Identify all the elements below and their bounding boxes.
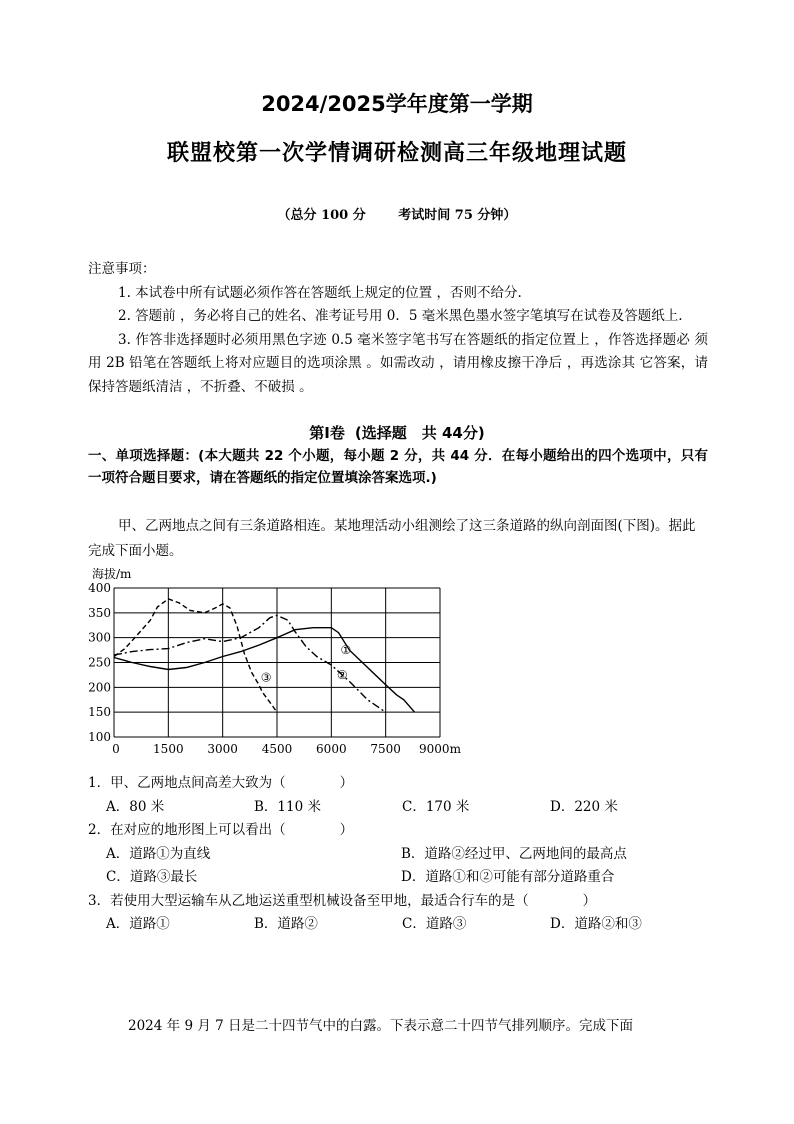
x-tick-label: 9000m [419, 742, 461, 756]
y-tick-label: 100 [88, 730, 111, 744]
question-2-stem: 2．在对应的地形图上可以看出（ ） [88, 822, 354, 838]
question-2-options-row2 [88, 866, 708, 890]
x-tick-label: 7500 [370, 742, 401, 756]
x-tick-label: 1500 [153, 742, 184, 756]
x-tick-label: 6000 [316, 742, 347, 756]
question-2-options-row1 [88, 843, 708, 867]
questions [88, 772, 708, 937]
note-item-1: 1. 本试卷中所有试题必须作答在答题纸上规定的位置 ，否则不给分. [118, 284, 522, 301]
x-tick-label: 4500 [261, 742, 293, 756]
q2-option-d: D．道路①和②可能有部分道路重合 [401, 869, 615, 885]
q3-option-a: A．道路① [106, 916, 170, 932]
q3-option-c: C．道路③ [402, 916, 467, 932]
section-name: 第Ⅰ卷 [309, 424, 345, 442]
q3-option-b: B．道路② [254, 916, 318, 932]
route-label-2: ② [336, 667, 348, 682]
route-label-3: ③ [260, 670, 272, 685]
q2-option-c: C．道路③最长 [106, 869, 198, 885]
series-line-3 [114, 599, 277, 712]
q1-option-a: A．80 米 [106, 798, 165, 815]
profile-chart [84, 560, 484, 760]
total-score: （总分 100 分 [277, 208, 366, 223]
question-1-stem: 1．甲、乙两地点间高差大致为（ ） [88, 775, 354, 791]
question-intro: 甲、乙两地点之间有三条道路相连。某地理活动小组测绘了这三条道路的纵向剖面图(下图)。据此完成下面小题。 [88, 518, 696, 559]
q1-option-b: B．110 米 [254, 798, 321, 815]
x-tick-label: 0 [112, 742, 120, 756]
route-label-1: ① [340, 643, 352, 658]
notes-section [88, 258, 708, 399]
note-item-2: 2. 答题前 ，务必将自己的姓名、准考证号用 0．5 毫米黑色墨水签字笔填写在试卷及答题纸上. [118, 308, 683, 324]
series-line-2 [114, 615, 386, 712]
question-3-stem: 3．若使用大型运输车从乙地运送重型机械设备至甲地，最适合行车的是（ ） [88, 892, 597, 909]
exam-title-line1: 2024/2025学年度第一学期 [261, 92, 533, 116]
q1-option-d: D．220 米 [550, 798, 618, 815]
y-tick-label: 200 [88, 680, 111, 695]
y-tick-label: 350 [88, 605, 111, 620]
y-tick-label: 250 [88, 655, 111, 670]
q1-option-c: C．170 米 [402, 798, 470, 815]
exam-info [0, 204, 794, 223]
section-subtitle: (选择题 共 44分) [354, 424, 485, 442]
y-tick-label: 300 [88, 630, 111, 645]
exam-title-line2: 联盟校第一次学情调研检测高三年级地理试题 [166, 141, 627, 166]
question-3-options [88, 913, 708, 937]
section-title [0, 422, 794, 443]
exam-time: 考试时间 75 分钟） [398, 208, 517, 223]
y-tick-label: 150 [88, 705, 111, 720]
x-tick-label: 3000 [207, 742, 238, 756]
q3-option-d: D．道路②和③ [550, 916, 642, 932]
question-1-options [88, 796, 708, 820]
notes-heading: 注意事项： [88, 261, 156, 277]
q2-option-b: B．道路②经过甲、乙两地间的最高点 [401, 845, 627, 862]
section-instruction: 一、单项选择题：(本大题共 22 个小题，每小题 2 分，共 44 分．在每小题给出的四个选项中，只有一项符合题目要求，请在答题纸的指定位置填涂答案选项.) [88, 448, 708, 486]
y-axis-label: 海拔/m [92, 567, 132, 581]
q2-option-a: A．道路①为直线 [106, 845, 211, 862]
next-question-intro: 2024 年 9 月 7 日是二十四节气中的白露。下表示意二十四节气排列顺序。完成下面 [128, 1018, 633, 1034]
note-item-3: 3. 作答非选择题时必须用黑色字迹 0.5 毫米签字笔书写在答题纸的指定位置上 ，作答选择题必 须用 2B 铅笔在答题纸上将对应题目的选项涂黑 。如需改动 ，请用橡皮擦干净后 ，再选涂其 它答案，请保持答题纸清洁 ，不折叠、不破损 。 [88, 331, 708, 395]
y-tick-label: 400 [88, 581, 111, 595]
